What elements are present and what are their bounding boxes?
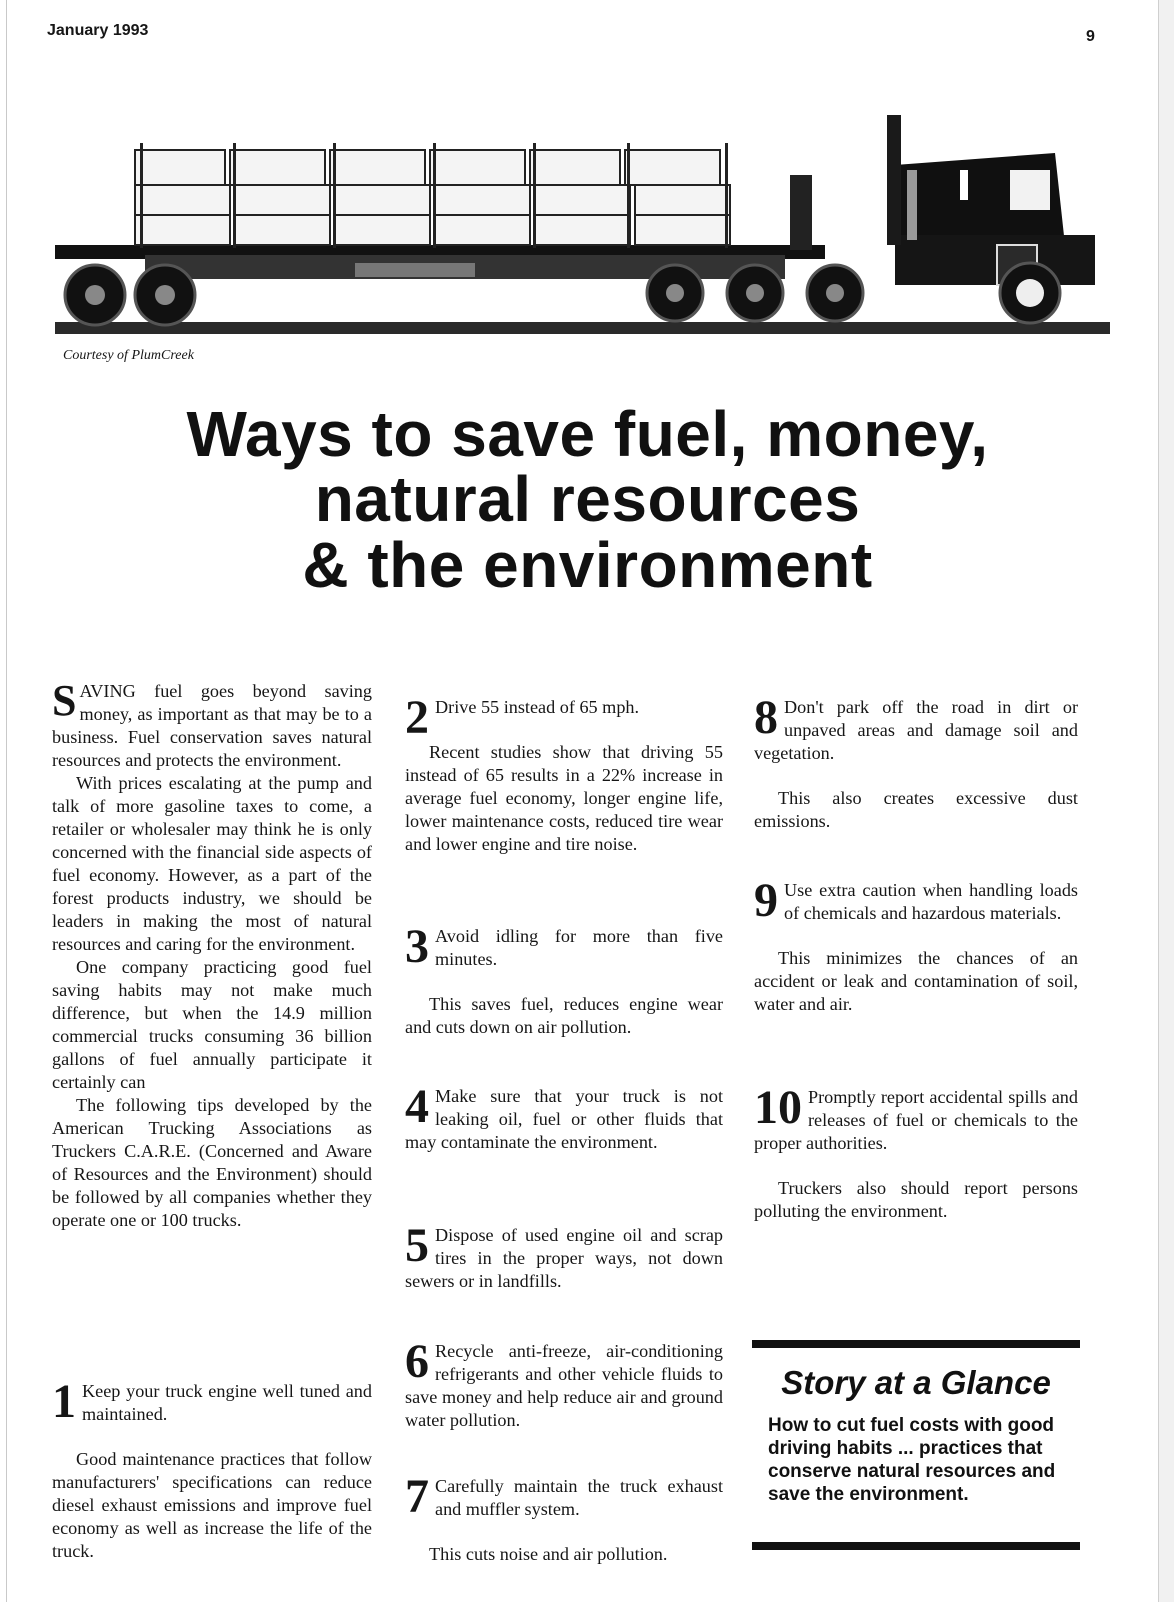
tip-7 bbox=[405, 1470, 723, 1566]
tip-lead: Carefully maintain the truck exhaust and muffler system. bbox=[435, 1476, 723, 1519]
tip-body: This minimizes the chances of an accident or leak and contamination of soil, water and air. bbox=[754, 948, 1078, 1014]
tip-number: 1 bbox=[52, 1375, 76, 1428]
tip-number: 7 bbox=[405, 1470, 429, 1523]
tip-lead: Keep your truck engine well tuned and maintained. bbox=[82, 1381, 372, 1424]
headline-line-1: Ways to save fuel, money, bbox=[186, 398, 989, 470]
tip-body: Good maintenance practices that follow manufacturers' specifications can reduce diesel exhaust emissions and improve fuel economy as well as increase the life of the truck. bbox=[52, 1449, 372, 1561]
tip-body: Recent studies show that driving 55 instead of 65 results in a 22% increase in average fuel economy, longer engine life, lower maintenance costs, reduced tire wear and lower engine and tire noise. bbox=[405, 742, 723, 854]
binding-edge bbox=[1158, 0, 1174, 1602]
tip-8 bbox=[754, 691, 1078, 833]
tip-number: 6 bbox=[405, 1335, 429, 1388]
glance-summary: How to cut fuel costs with good driving habits ... practices that conserve natural resources and save the environment. bbox=[768, 1415, 1056, 1505]
photo-credit: Courtesy of PlumCreek bbox=[63, 348, 194, 363]
story-at-a-glance-box bbox=[752, 1340, 1080, 1552]
tip-number: 4 bbox=[405, 1080, 429, 1133]
page-edge-rule bbox=[6, 0, 7, 1602]
tip-lead: Recycle anti-freeze, air-conditioning refrigerants and other vehicle fluids to save money and help reduce air and ground water pollution. bbox=[405, 1341, 723, 1430]
tip-6 bbox=[405, 1335, 723, 1432]
intro-paragraph-2: With prices escalating at the pump and talk of more gasoline taxes to come, a retailer or wholesaler may think he is only concerned with the financial side aspects of fuel economy. However, as a part of the forest products industry, we should be leaders in making the most of natural resources and caring for the environment. bbox=[52, 773, 372, 954]
tip-number: 10 bbox=[754, 1081, 802, 1134]
tip-lead: Use extra caution when handling loads of chemicals and hazardous materials. bbox=[784, 880, 1078, 923]
issue-date: January 1993 bbox=[47, 22, 149, 39]
tip-number: 9 bbox=[754, 874, 778, 927]
tip-lead: Don't park off the road in dirt or unpaved areas and damage soil and vegetation. bbox=[754, 697, 1078, 763]
tip-body: This also creates excessive dust emissions. bbox=[754, 788, 1078, 831]
page-number: 9 bbox=[1086, 28, 1095, 45]
glance-top-rule bbox=[752, 1340, 1080, 1348]
tip-9 bbox=[754, 874, 1078, 1016]
tip-5 bbox=[405, 1219, 723, 1293]
tip-3 bbox=[405, 920, 723, 1039]
tip-2 bbox=[405, 691, 723, 856]
tip-number: 8 bbox=[754, 691, 778, 744]
drop-cap: S bbox=[52, 676, 77, 725]
tip-lead: Drive 55 instead of 65 mph. bbox=[435, 697, 640, 717]
intro-paragraph-1 bbox=[52, 676, 372, 772]
glance-title: Story at a Glance bbox=[781, 1364, 1051, 1401]
logging-truck-illustration bbox=[55, 115, 1110, 350]
intro-paragraph-3: One company practicing good fuel saving habits may not make much difference, but when the 14.9 million commercial trucks consuming 36 billion gallons of fuel annually participate it certainly can bbox=[52, 957, 372, 1092]
tip-body: This cuts noise and air pollution. bbox=[429, 1544, 668, 1564]
intro-column bbox=[52, 676, 372, 1232]
tip-4 bbox=[405, 1080, 723, 1154]
tip-body: This saves fuel, reduces engine wear and cuts down on air pollution. bbox=[405, 994, 723, 1037]
headline-line-3: & the environment bbox=[302, 528, 873, 601]
glance-bottom-rule bbox=[752, 1542, 1080, 1550]
tip-number: 5 bbox=[405, 1219, 429, 1272]
tip-1 bbox=[52, 1375, 372, 1563]
tip-lead: Dispose of used engine oil and scrap tires in the proper ways, not down sewers or in landfills. bbox=[405, 1225, 723, 1291]
tip-number: 2 bbox=[405, 691, 429, 744]
tip-lead: Make sure that your truck is not leaking oil, fuel or other fluids that may contaminate the environment. bbox=[405, 1086, 723, 1152]
headline-line-2: natural resources bbox=[314, 463, 861, 536]
tip-lead: Avoid idling for more than five minutes. bbox=[435, 926, 723, 969]
article-headline bbox=[60, 398, 1115, 601]
tip-lead: Promptly report accidental spills and releases of fuel or chemicals to the proper authorities. bbox=[754, 1087, 1078, 1153]
intro-paragraph-4: The following tips developed by the American Trucking Associations as Truckers C.A.R.E. (Concerned and Aware of Resources and the Environment) should be followed by all companies whether they operate one or 100 trucks. bbox=[52, 1095, 372, 1230]
tip-body: Truckers also should report persons polluting the environment. bbox=[754, 1178, 1078, 1221]
tip-number: 3 bbox=[405, 920, 429, 973]
tip-10 bbox=[754, 1081, 1078, 1223]
intro-paragraph-1-text: AVING fuel goes beyond saving money, as important as that may be to a business. Fuel conservation saves natural resources and protects the environment. bbox=[52, 681, 372, 770]
